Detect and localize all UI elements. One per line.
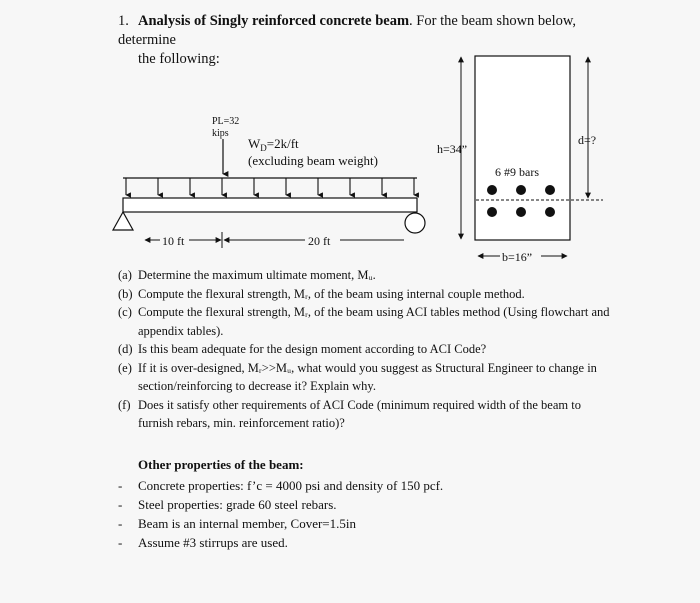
span-2-label: 20 ft [308, 234, 331, 248]
question-part [118, 285, 618, 304]
pin-support [113, 212, 133, 230]
beam [123, 198, 417, 212]
beam-properties [118, 455, 598, 552]
dist-load-label: $W_D=2k/ft$ [248, 136, 299, 153]
part-text: Does it satisfy other requirements of ACI Code (minimum required width of the beam to furnish rebars, min. reinforcement ratio)? [138, 397, 581, 430]
question-part [118, 303, 618, 340]
bars-label: 6 #9 bars [495, 165, 539, 179]
question-part [118, 266, 618, 285]
question-number: 1. [118, 13, 129, 29]
property-text: Beam is an internal member, Cover=1.5in [138, 516, 357, 531]
depth-label: d=? [578, 133, 597, 147]
part-text: Determine the maximum ultimate moment, Mᵤ. [138, 268, 376, 282]
property-bullet: - [118, 478, 123, 493]
question-parts [118, 266, 618, 433]
part-text: Compute the flexural strength, Mᵣ, of the beam using internal couple method. [138, 286, 525, 301]
part-label: (a) [118, 268, 132, 282]
property-text: Assume #3 stirrups are used. [138, 535, 288, 550]
question-part [118, 340, 618, 359]
height-label: h=34” [437, 142, 468, 156]
roller-support [405, 213, 425, 233]
property-text: Steel properties: grade 60 steel rebars. [138, 497, 337, 512]
beam-diagram [0, 0, 700, 280]
question-title-line2: the following: [138, 51, 220, 67]
part-text: Compute the flexural strength, Mᵣ, of the beam using ACI tables method (Using flowchart and appendix tables). [138, 305, 610, 338]
question-title-rest: . For the beam shown below, determine [118, 13, 577, 48]
property-text: Concrete properties: f’c = 4000 psi and density of 150 pcf. [138, 478, 444, 493]
property-bullet: - [118, 497, 123, 512]
properties-heading: Other properties of the beam: [138, 457, 304, 472]
part-label: (b) [118, 286, 133, 301]
width-label: b=16” [502, 250, 533, 264]
property-item [118, 476, 598, 495]
part-label: (e) [118, 360, 132, 375]
property-bullet: - [118, 516, 123, 531]
part-label: (c) [118, 305, 132, 319]
point-load-label-2: kips [212, 128, 229, 139]
question-part [118, 359, 618, 396]
part-label: (f) [118, 397, 131, 412]
dist-load-arrows [126, 178, 414, 195]
property-item [118, 533, 598, 552]
span-1-label: 10 ft [162, 234, 185, 248]
property-item [118, 514, 598, 533]
property-bullet: - [118, 535, 123, 550]
point-load-label-1: PL=32 [212, 116, 240, 127]
properties-list [118, 476, 598, 552]
property-item [118, 495, 598, 514]
question-part [118, 396, 618, 433]
part-text: Is this beam adequate for the design moment according to ACI Code? [138, 342, 487, 356]
dist-load-note: (excluding beam weight) [248, 153, 378, 168]
part-label: (d) [118, 342, 133, 356]
question-title-bold: Analysis of Singly reinforced concrete beam [138, 13, 410, 29]
part-text: If it is over-designed, Mᵣ>>Mᵤ, what would you suggest as Structural Engineer to change in section/reinforcing to decrease it? Explain why. [138, 360, 597, 393]
